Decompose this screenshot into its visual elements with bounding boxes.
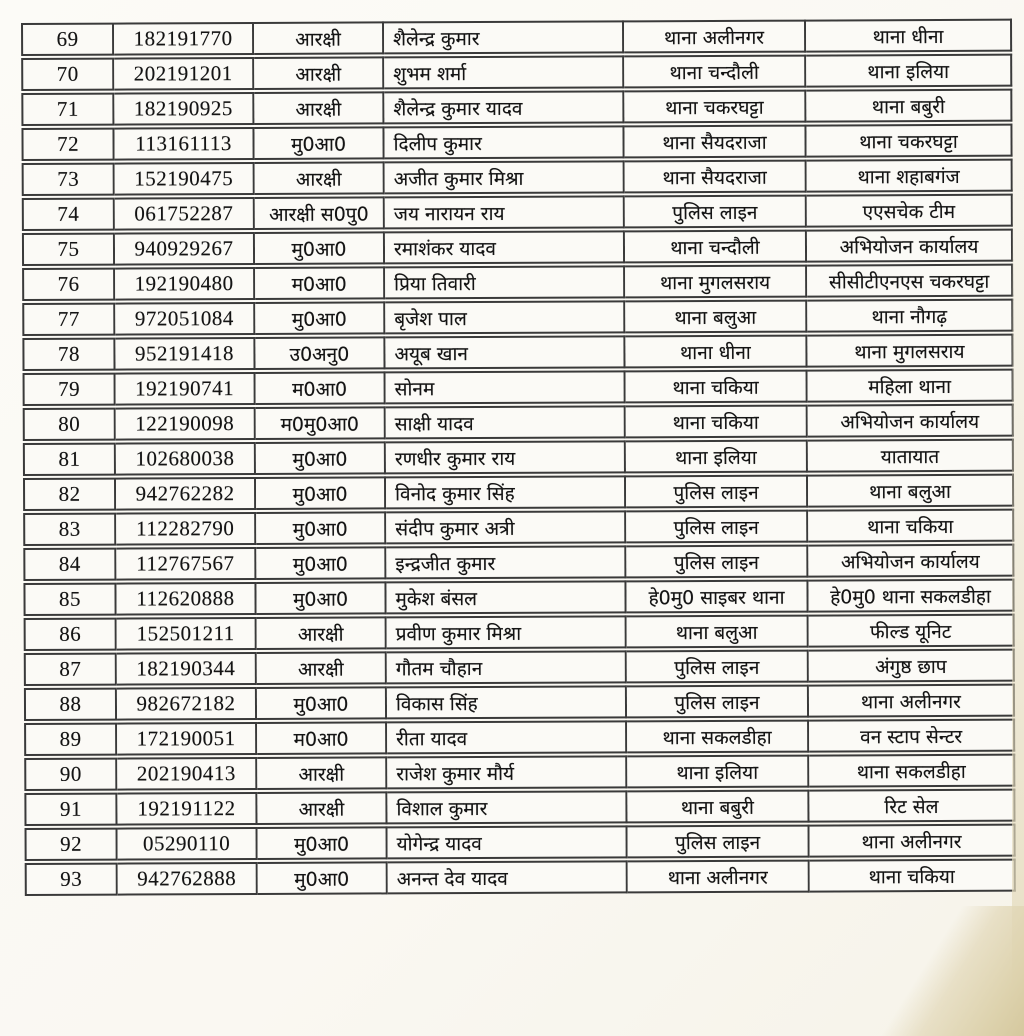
cell-id: 182190925 <box>114 92 254 126</box>
cell-id: 152190475 <box>115 162 255 196</box>
cell-from_posting: थाना चकरघट्टा <box>624 90 806 124</box>
cell-to_posting: अभियोजन कार्यालय <box>808 544 1014 578</box>
cell-serial: 81 <box>23 443 116 476</box>
cell-to_posting: वन स्टाप सेन्टर <box>809 719 1015 753</box>
cell-rank: मु0आ0 <box>256 476 386 510</box>
cell-to_posting: थाना चकरघट्टा <box>806 124 1012 158</box>
cell-id: 202190413 <box>117 757 257 791</box>
cell-name: प्रिया तिवारी <box>385 265 625 299</box>
cell-serial: 90 <box>24 758 117 791</box>
cell-rank: म0आ0 <box>257 721 387 755</box>
cell-to_posting: हे0मु0 थाना सकलडीहा <box>808 579 1014 613</box>
cell-rank: आरक्षी <box>257 756 387 790</box>
cell-from_posting: थाना सकलडीहा <box>627 720 809 754</box>
table-row <box>23 474 1014 511</box>
cell-id: 952191418 <box>115 337 255 371</box>
cell-serial: 76 <box>22 268 115 301</box>
cell-from_posting: हे0मु0 साइबर थाना <box>626 580 808 614</box>
cell-to_posting: थाना शहाबगंज <box>807 159 1013 193</box>
cell-rank: आरक्षी <box>254 21 384 55</box>
cell-rank: म0आ0 <box>256 371 386 405</box>
cell-id: 192190741 <box>116 372 256 406</box>
table-row <box>24 649 1015 686</box>
cell-id: 113161113 <box>114 127 254 161</box>
cell-name: साक्षी यादव <box>386 405 626 439</box>
cell-from_posting: पुलिस लाइन <box>628 825 810 859</box>
cell-id: 192191122 <box>117 792 257 826</box>
cell-from_posting: थाना अलीनगर <box>628 860 810 894</box>
cell-name: विकास सिंह <box>387 685 627 719</box>
cell-serial: 92 <box>25 828 118 861</box>
cell-to_posting: अंगुष्ठ छाप <box>809 649 1015 683</box>
table-row <box>22 194 1013 231</box>
table-row <box>22 159 1013 196</box>
table-row <box>21 54 1012 91</box>
cell-serial: 87 <box>24 653 117 686</box>
table-row <box>24 789 1015 826</box>
cell-name: मुकेश बंसल <box>386 580 626 614</box>
cell-name: विशाल कुमार <box>387 790 627 824</box>
cell-to_posting: थाना चकिया <box>808 509 1014 543</box>
cell-serial: 80 <box>23 408 116 441</box>
cell-from_posting: थाना धीना <box>625 335 807 369</box>
cell-id: 202191201 <box>114 57 254 91</box>
cell-from_posting: थाना चकिया <box>626 405 808 439</box>
table-row <box>23 544 1014 581</box>
cell-from_posting: थाना बलुआ <box>627 615 809 649</box>
cell-from_posting: थाना सैयदराजा <box>624 125 806 159</box>
cell-rank: आरक्षी <box>254 91 384 125</box>
cell-serial: 72 <box>21 128 114 161</box>
cell-from_posting: पुलिस लाइन <box>627 685 809 719</box>
table-row <box>23 369 1014 406</box>
cell-serial: 86 <box>24 618 117 651</box>
cell-rank: आरक्षी <box>257 791 387 825</box>
table-row <box>24 719 1015 756</box>
cell-serial: 69 <box>21 23 114 56</box>
cell-rank: मु0आ0 <box>255 301 385 335</box>
cell-id: 972051084 <box>115 302 255 336</box>
cell-to_posting: थाना चकिया <box>810 859 1016 893</box>
cell-serial: 78 <box>22 338 115 371</box>
cell-name: इन्द्रजीत कुमार <box>386 545 626 579</box>
cell-rank: म0आ0 <box>255 266 385 300</box>
cell-from_posting: थाना चन्दौली <box>624 55 806 89</box>
cell-to_posting: थाना अलीनगर <box>809 684 1015 718</box>
cell-rank: आरक्षी <box>255 161 385 195</box>
cell-to_posting: थाना बबुरी <box>806 89 1012 123</box>
cell-rank: मु0आ0 <box>256 546 386 580</box>
cell-rank: मु0आ0 <box>256 581 386 615</box>
cell-serial: 93 <box>25 863 118 896</box>
cell-name: शुभम शर्मा <box>384 55 624 89</box>
table-row <box>24 754 1015 791</box>
cell-serial: 74 <box>22 198 115 231</box>
cell-to_posting: थाना धीना <box>806 19 1012 53</box>
cell-name: शैलेन्द्र कुमार यादव <box>384 90 624 124</box>
cell-id: 152501211 <box>117 617 257 651</box>
cell-to_posting: यातायात <box>808 439 1014 473</box>
cell-rank: उ0अनु0 <box>255 336 385 370</box>
cell-serial: 91 <box>24 793 117 826</box>
table-row <box>25 859 1016 896</box>
cell-id: 942762888 <box>118 862 258 896</box>
cell-id: 182190344 <box>117 652 257 686</box>
personnel-transfer-table <box>21 17 1016 898</box>
cell-name: सोनम <box>386 370 626 404</box>
table-row <box>22 299 1013 336</box>
cell-from_posting: पुलिस लाइन <box>627 650 809 684</box>
cell-name: योगेन्द्र यादव <box>388 825 628 859</box>
cell-name: रमाशंकर यादव <box>385 230 625 264</box>
table-row <box>23 579 1014 616</box>
cell-to_posting: थाना मुगलसराय <box>807 334 1013 368</box>
cell-rank: मु0आ0 <box>258 826 388 860</box>
table-row <box>21 89 1012 126</box>
cell-name: अयूब खान <box>385 335 625 369</box>
cell-to_posting: महिला थाना <box>808 369 1014 403</box>
cell-serial: 75 <box>22 233 115 266</box>
cell-rank: मु0आ0 <box>255 231 385 265</box>
cell-serial: 89 <box>24 723 117 756</box>
page-corner-curl <box>874 906 1024 1036</box>
cell-id: 112620888 <box>116 582 256 616</box>
cell-from_posting: थाना चन्दौली <box>625 230 807 264</box>
cell-from_posting: थाना चकिया <box>626 370 808 404</box>
cell-to_posting: थाना बलुआ <box>808 474 1014 508</box>
cell-to_posting: थाना नौगढ़ <box>807 299 1013 333</box>
cell-rank: आरक्षी स0पु0 <box>255 196 385 230</box>
cell-from_posting: थाना बबुरी <box>627 790 809 824</box>
cell-name: जय नारायन राय <box>385 195 625 229</box>
cell-name: दिलीप कुमार <box>384 125 624 159</box>
cell-serial: 84 <box>23 548 116 581</box>
document-table-area <box>21 17 1018 898</box>
table-row <box>22 229 1013 266</box>
cell-id: 942762282 <box>116 477 256 511</box>
table-row <box>22 264 1013 301</box>
cell-serial: 88 <box>24 688 117 721</box>
cell-from_posting: थाना इलिया <box>627 755 809 789</box>
cell-to_posting: अभियोजन कार्यालय <box>807 229 1013 263</box>
cell-to_posting: थाना इलिया <box>806 54 1012 88</box>
cell-name: बृजेश पाल <box>385 300 625 334</box>
cell-from_posting: थाना अलीनगर <box>624 20 806 54</box>
table-row <box>25 824 1016 861</box>
cell-serial: 73 <box>22 163 115 196</box>
cell-from_posting: पुलिस लाइन <box>626 475 808 509</box>
cell-name: अनन्त देव यादव <box>388 860 628 894</box>
cell-name: गौतम चौहान <box>387 650 627 684</box>
cell-to_posting: फील्ड यूनिट <box>809 614 1015 648</box>
cell-rank: आरक्षी <box>257 651 387 685</box>
cell-serial: 85 <box>23 583 116 616</box>
table-row <box>22 334 1013 371</box>
cell-rank: म0मु0आ0 <box>256 406 386 440</box>
cell-id: 05290110 <box>118 827 258 861</box>
cell-name: रीता यादव <box>387 720 627 754</box>
cell-id: 192190480 <box>115 267 255 301</box>
cell-serial: 79 <box>23 373 116 406</box>
cell-id: 112767567 <box>116 547 256 581</box>
cell-id: 172190051 <box>117 722 257 756</box>
cell-from_posting: पुलिस लाइन <box>626 510 808 544</box>
cell-id: 940929267 <box>115 232 255 266</box>
table-body <box>21 19 1016 896</box>
table-row <box>21 19 1012 56</box>
cell-to_posting: थाना सकलडीहा <box>809 754 1015 788</box>
cell-to_posting: रिट सेल <box>809 789 1015 823</box>
table-row <box>23 439 1014 476</box>
cell-serial: 83 <box>23 513 116 546</box>
cell-rank: आरक्षी <box>257 616 387 650</box>
table-row <box>24 614 1015 651</box>
cell-id: 122190098 <box>116 407 256 441</box>
cell-from_posting: पुलिस लाइन <box>625 195 807 229</box>
cell-name: अजीत कुमार मिश्रा <box>385 160 625 194</box>
cell-to_posting: थाना अलीनगर <box>810 824 1016 858</box>
cell-from_posting: थाना सैयदराजा <box>625 160 807 194</box>
cell-serial: 77 <box>22 303 115 336</box>
cell-id: 102680038 <box>116 442 256 476</box>
cell-name: शैलेन्द्र कुमार <box>384 20 624 54</box>
cell-rank: मु0आ0 <box>254 126 384 160</box>
table-row <box>21 124 1012 161</box>
cell-serial: 82 <box>23 478 116 511</box>
cell-name: राजेश कुमार मौर्य <box>387 755 627 789</box>
cell-to_posting: सीसीटीएनएस चकरघट्टा <box>807 264 1013 298</box>
cell-rank: मु0आ0 <box>256 511 386 545</box>
cell-serial: 70 <box>21 58 114 91</box>
cell-id: 982672182 <box>117 687 257 721</box>
cell-name: संदीप कुमार अत्री <box>386 510 626 544</box>
cell-rank: आरक्षी <box>254 56 384 90</box>
cell-to_posting: अभियोजन कार्यालय <box>808 404 1014 438</box>
table-row <box>23 404 1014 441</box>
cell-id: 182191770 <box>114 22 254 56</box>
cell-name: विनोद कुमार सिंह <box>386 475 626 509</box>
cell-rank: मु0आ0 <box>256 441 386 475</box>
cell-from_posting: थाना बलुआ <box>625 300 807 334</box>
cell-to_posting: एएसचेक टीम <box>807 194 1013 228</box>
cell-serial: 71 <box>21 93 114 126</box>
cell-from_posting: पुलिस लाइन <box>626 545 808 579</box>
cell-id: 112282790 <box>116 512 256 546</box>
table-row <box>23 509 1014 546</box>
table-row <box>24 684 1015 721</box>
cell-name: रणधीर कुमार राय <box>386 440 626 474</box>
cell-id: 061752287 <box>115 197 255 231</box>
cell-from_posting: थाना इलिया <box>626 440 808 474</box>
cell-rank: मु0आ0 <box>258 861 388 895</box>
cell-rank: मु0आ0 <box>257 686 387 720</box>
cell-from_posting: थाना मुगलसराय <box>625 265 807 299</box>
cell-name: प्रवीण कुमार मिश्रा <box>387 615 627 649</box>
